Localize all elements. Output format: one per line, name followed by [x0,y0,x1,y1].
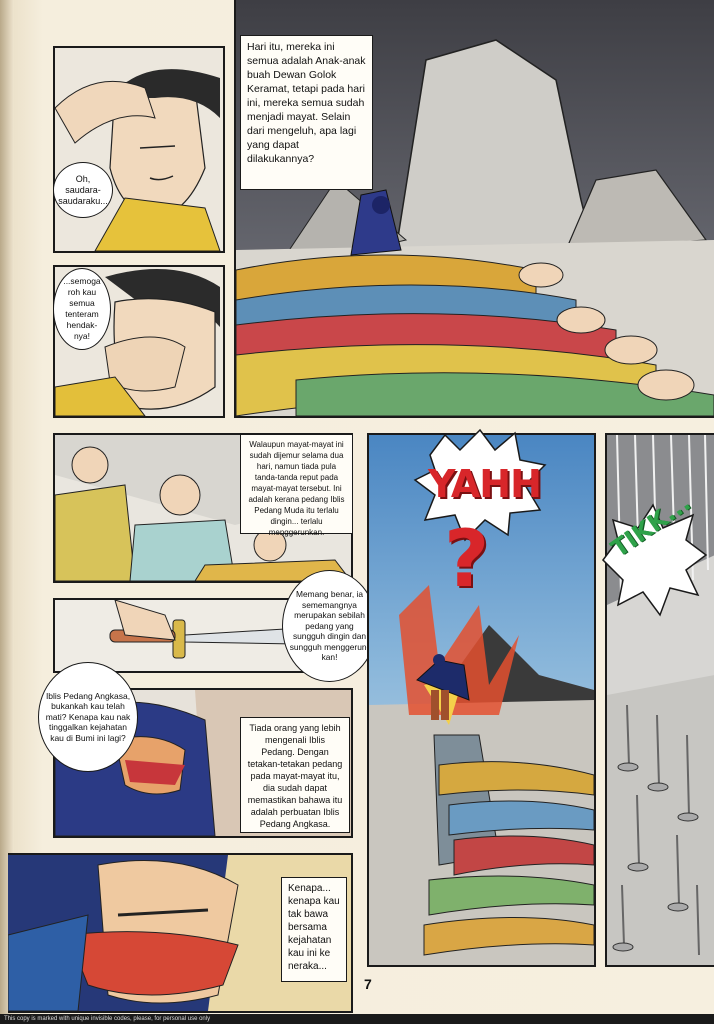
sfx-yell: YAHH [428,462,541,506]
caption-why: Kenapa... kenapa kau tak bawa bersama kejahatan kau ini ke neraka... [281,877,347,982]
sfx-tick: TIKK... [606,488,696,563]
grieving-man-art [55,48,223,251]
speech-bubble-question: Iblis Pedang Angkasa, bukankah kau telah mati? Kenapa kau nak tinggalkan kejahatan kau di Bumi ini lagi? [38,662,138,772]
speech-bubble-prayer: ...semoga roh kau semua tenteram hendak-nya! [53,268,111,350]
caption-bodies: Walaupun mayat-mayat ini sudah dijemur selama dua hari, namun tiada pula tanda-tanda reput pada mayat-mayat tersebut. Ini adalah kerana pedang Iblis Pedang Muda itu terlalu dingin... terlalu menggerunkan. [240,434,353,534]
footer-note: This copy is marked with unique invisible codes, please, for personal use only [0,1014,714,1024]
page-number: 7 [364,976,372,992]
caption-expert: Tiada orang yang lebih mengenali Iblis Pedang. Dengan tetakan-tetakan pedang pada mayat-mayat itu, dia sudah dapat memastikan bahawa itu adalah perbuatan Iblis Pedang Angkasa. [240,717,350,833]
panel-grieving-man [53,46,225,253]
caption-intro: Hari itu, mereka ini semua adalah Anak-anak buah Dewan Golok Keramat, tetapi pada hari ini, mereka semua sudah menjadi mayat. Selain dari mengeluh, apa lagi yang dapat dilakukannya? [240,35,373,190]
speech-bubble-sword: Memang benar, ia sememangnya merupakan sebilah pedang yang sungguh dingin dan sungguh menggerun-kan! [282,570,377,682]
sfx-question-mark: ? [444,515,490,605]
speech-bubble-brothers: Oh, saudara-saudaraku... [53,162,113,218]
